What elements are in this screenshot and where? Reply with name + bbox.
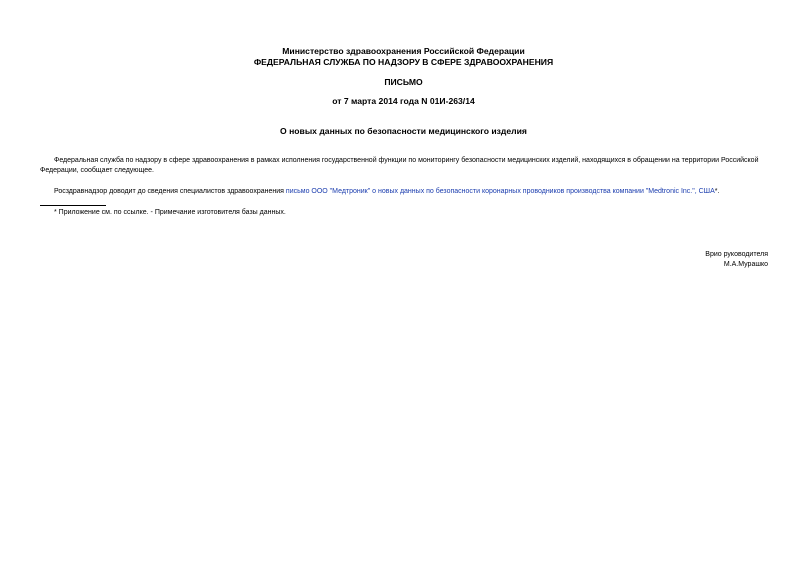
signature-name: М.А.Мурашко [723, 261, 768, 268]
paragraph-notice [40, 187, 770, 197]
date-number-heading: от 7 марта 2014 года N 01И-263/14 [332, 96, 475, 106]
footnote-divider [40, 205, 106, 206]
paragraph-notice-prefix: Росздравнадзор доводит до сведения специалистов здравоохранения [54, 188, 286, 195]
medtronic-letter-link[interactable]: письмо ООО "Медтроник" о новых данных по безопасности коронарных проводников производства компании "Medtronic Inc.", США [285, 188, 715, 195]
service-heading: ФЕДЕРАЛЬНАЯ СЛУЖБА ПО НАДЗОРУ В СФЕРЕ ЗДРАВООХРАНЕНИЯ [253, 57, 554, 67]
document-type-heading: ПИСЬМО [384, 77, 423, 87]
paragraph-intro: Федеральная служба по надзору в сфере здравоохранения в рамках исполнения государственной функции по мониторингу безопасности медицинских изделий, находящихся в обращении на территории Российской Федерации, сообщает следующее. [40, 157, 759, 174]
signature-position: Врио руководителя [705, 251, 768, 258]
ministry-heading: Министерство здравоохранения Российской Федерации [282, 46, 525, 56]
subject-heading: О новых данных по безопасности медицинского изделия [280, 126, 527, 136]
paragraph-notice-suffix: *. [714, 188, 720, 195]
footnote-text: * Приложение см. по ссылке. - Примечание изготовителя базы данных. [54, 209, 286, 216]
